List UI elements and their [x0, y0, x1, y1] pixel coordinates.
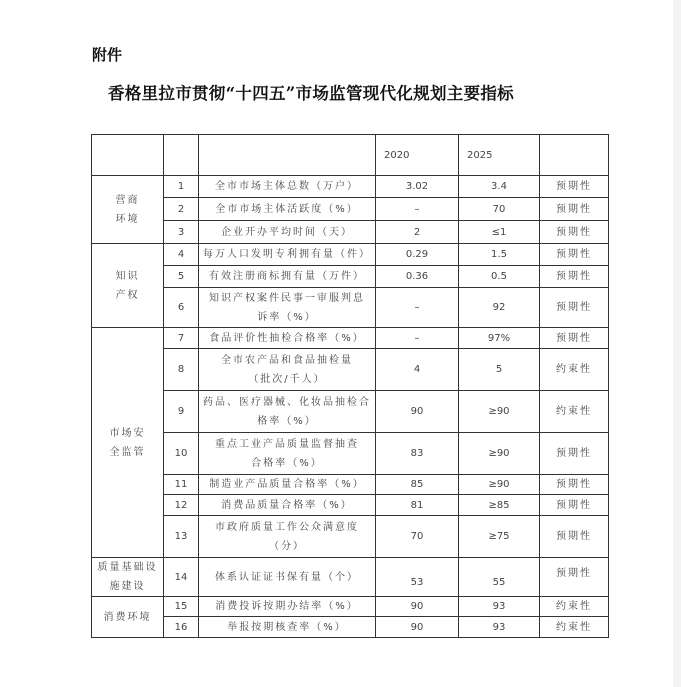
indicator-name [199, 433, 376, 475]
table-header-row [92, 135, 609, 176]
row-number: 3 [164, 221, 199, 244]
category-label: 施建设 [109, 581, 146, 592]
indicators-table [91, 134, 609, 638]
table-row [92, 176, 609, 198]
table-row [92, 475, 609, 495]
value-2020: 90 [376, 617, 459, 638]
value-2020: 3.02 [376, 176, 459, 198]
indicator-name: 消费投诉按期办结率（%） [199, 597, 376, 617]
indicator-nature: 约束性 [540, 617, 609, 638]
value-2020: 0.29 [376, 244, 459, 266]
indicator-name [199, 288, 376, 328]
table-row [92, 433, 609, 475]
indicator-name [199, 349, 376, 391]
indicator-name-line: 全市农产品和食品抽检量 [221, 354, 353, 366]
category-label: 消费环境 [103, 611, 152, 623]
indicator-nature: 预期性 [540, 516, 609, 558]
value-2020: 90 [376, 391, 459, 433]
indicator-name [199, 516, 376, 558]
indicator-nature: 预期性 [540, 198, 609, 221]
value-2020: 0.36 [376, 266, 459, 288]
value-2025: ≥90 [459, 475, 540, 495]
row-number: 2 [164, 198, 199, 221]
value-2025: ≤1 [459, 221, 540, 244]
header-nature [540, 135, 609, 176]
indicator-name: 全市市场主体总数（万户） [199, 176, 376, 198]
value-2025: ≥85 [459, 495, 540, 516]
table-row [92, 558, 609, 597]
row-number: 8 [164, 349, 199, 391]
category-label: 市场安 [109, 427, 146, 439]
value-2025: 70 [459, 198, 540, 221]
value-2025: ≥75 [459, 516, 540, 558]
value-2025: ≥90 [459, 433, 540, 475]
value-2020: 70 [376, 516, 459, 558]
indicator-name: 制造业产品质量合格率（%） [199, 475, 376, 495]
indicator-nature: 预期性 [540, 244, 609, 266]
indicator-name [199, 391, 376, 433]
header-indicator [199, 135, 376, 176]
value-2025: ≥90 [459, 391, 540, 433]
value-2025: 3.4 [459, 176, 540, 198]
category-label: 全监管 [109, 446, 146, 458]
table-row [92, 288, 609, 328]
row-number: 6 [164, 288, 199, 328]
value-2020: – [376, 288, 459, 328]
indicator-nature: 约束性 [540, 391, 609, 433]
value-2025: 93 [459, 617, 540, 638]
row-number: 11 [164, 475, 199, 495]
indicator-nature: 预期性 [540, 433, 609, 475]
value-2020: 53 [376, 558, 459, 597]
value-2025: 97% [459, 328, 540, 349]
value-2025: 93 [459, 597, 540, 617]
indicator-name-line: 市政府质量工作公众满意度 [215, 521, 359, 533]
indicator-name: 全市市场主体活跃度（%） [199, 198, 376, 221]
row-number: 5 [164, 266, 199, 288]
row-number: 10 [164, 433, 199, 475]
value-2025: 5 [459, 349, 540, 391]
value-2020: 83 [376, 433, 459, 475]
value-2020: 4 [376, 349, 459, 391]
indicator-name-line: 重点工业产品质量监督抽查 [215, 438, 359, 450]
category-label: 营商 [115, 194, 140, 206]
category-cell [92, 597, 164, 638]
row-number: 14 [164, 558, 199, 597]
attachment-label: 附件 [92, 46, 123, 64]
row-number: 12 [164, 495, 199, 516]
indicator-name-line: （批次/千人） [248, 373, 326, 385]
indicator-name: 举报按期核查率（%） [199, 617, 376, 638]
table-row [92, 495, 609, 516]
indicator-name: 有效注册商标拥有量（万件） [199, 266, 376, 288]
indicator-name-line: 格率（%） [257, 415, 317, 427]
row-number: 15 [164, 597, 199, 617]
table-row [92, 198, 609, 221]
row-number: 7 [164, 328, 199, 349]
indicator-name-line: （分） [269, 540, 305, 552]
indicator-nature: 预期性 [540, 558, 609, 597]
indicator-name: 企业开办平均时间（天） [199, 221, 376, 244]
category-label: 环境 [115, 213, 140, 225]
table-row [92, 617, 609, 638]
header-year-2025: 2025 [459, 135, 540, 176]
indicator-name-line: 合格率（%） [251, 457, 323, 469]
value-2025: 0.5 [459, 266, 540, 288]
page-side-strip [673, 0, 681, 687]
category-label: 质量基础设 [97, 562, 158, 573]
table-row [92, 328, 609, 349]
category-label: 知识 [115, 270, 140, 282]
table-row [92, 244, 609, 266]
category-label: 产权 [115, 289, 140, 301]
indicator-nature: 预期性 [540, 495, 609, 516]
indicator-nature: 预期性 [540, 475, 609, 495]
header-number [164, 135, 199, 176]
indicator-name: 食品评价性抽检合格率（%） [199, 328, 376, 349]
category-cell [92, 176, 164, 244]
header-category [92, 135, 164, 176]
indicator-name: 消费品质量合格率（%） [199, 495, 376, 516]
row-number: 13 [164, 516, 199, 558]
value-2020: 90 [376, 597, 459, 617]
indicator-nature: 预期性 [540, 288, 609, 328]
indicator-name-line: 药品、医疗器械、化妆品抽检合 [203, 396, 371, 408]
row-number: 4 [164, 244, 199, 266]
indicator-name: 体系认证证书保有量（个） [199, 558, 376, 597]
value-2020: 2 [376, 221, 459, 244]
row-number: 1 [164, 176, 199, 198]
value-2020: 85 [376, 475, 459, 495]
category-cell [92, 244, 164, 328]
table-row [92, 266, 609, 288]
indicator-name: 每万人口发明专利拥有量（件） [199, 244, 376, 266]
indicator-nature: 预期性 [540, 221, 609, 244]
indicator-nature: 约束性 [540, 349, 609, 391]
value-2025: 92 [459, 288, 540, 328]
table-row [92, 221, 609, 244]
category-cell [92, 558, 164, 597]
indicator-nature: 预期性 [540, 328, 609, 349]
row-number: 16 [164, 617, 199, 638]
value-2020: – [376, 328, 459, 349]
indicator-name-line: 知识产权案件民事一审服判息 [209, 292, 365, 304]
category-cell [92, 328, 164, 558]
indicator-nature: 约束性 [540, 597, 609, 617]
value-2025: 55 [459, 558, 540, 597]
table-row [92, 516, 609, 558]
indicator-nature: 预期性 [540, 266, 609, 288]
value-2025: 1.5 [459, 244, 540, 266]
value-2020: – [376, 198, 459, 221]
table-row [92, 597, 609, 617]
table-row [92, 349, 609, 391]
table-row [92, 391, 609, 433]
document-title: 香格里拉市贯彻“十四五”市场监管现代化规划主要指标 [108, 84, 514, 103]
indicator-nature: 预期性 [540, 176, 609, 198]
value-2020: 81 [376, 495, 459, 516]
row-number: 9 [164, 391, 199, 433]
header-year-2020: 2020 [376, 135, 459, 176]
indicator-name-line: 诉率（%） [257, 311, 317, 323]
